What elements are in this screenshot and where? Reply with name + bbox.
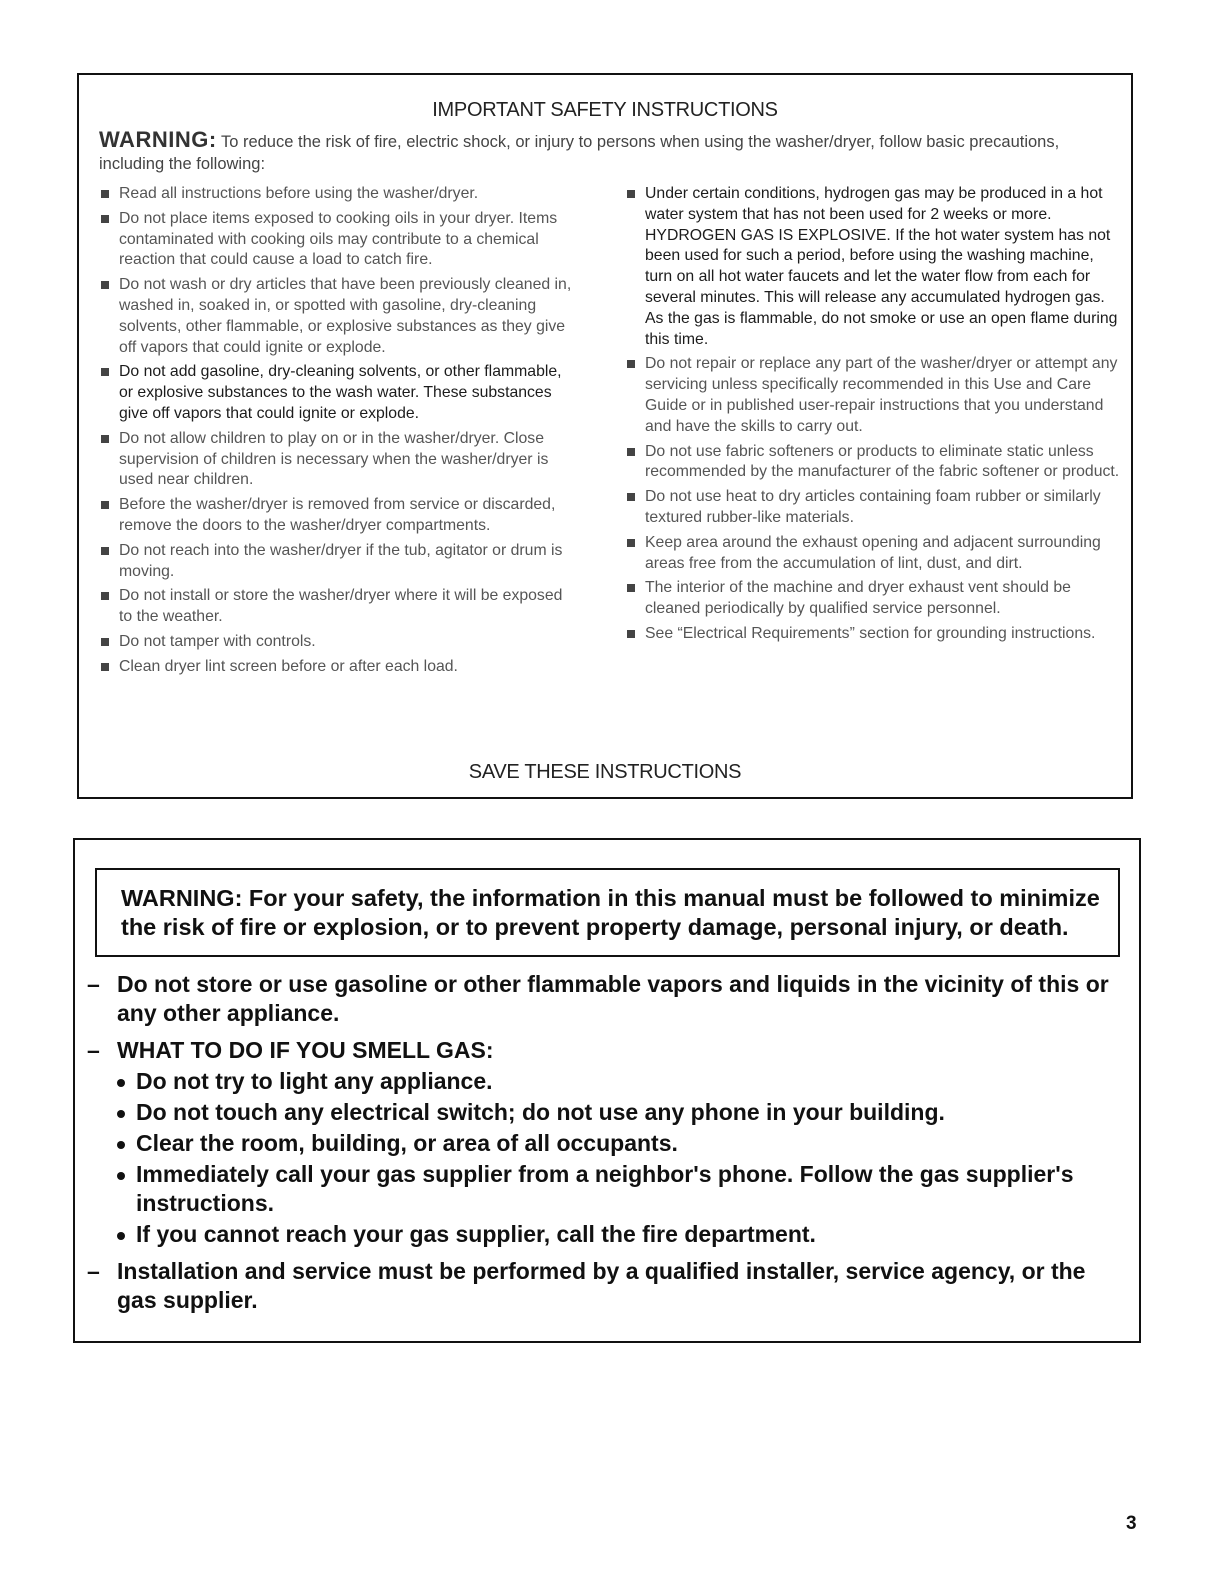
dash-item-text: Installation and service must be performed by a qualified installer, service agency, or the gas supplier. bbox=[117, 1258, 1086, 1313]
list-item bbox=[99, 275, 579, 358]
list-item-text: Do not repair or replace any part of the washer/dryer or attempt any servicing unless specifically recommended in this Use and Care Guide or in published user-repair instructions that you understand and have the skills to carry out. bbox=[645, 355, 1118, 435]
gas-warning-box bbox=[73, 838, 1141, 1343]
list-item-text: Do not place items exposed to cooking oils in your dryer. Items contaminated with cooking oils may contribute to a chemical reaction that could cause a load to catch fire. bbox=[119, 209, 558, 269]
sub-list-item-text: Do not touch any electrical switch; do not use any phone in your building. bbox=[136, 1099, 945, 1125]
list-item-text: Clean dryer lint screen before or after each load. bbox=[119, 657, 458, 675]
dash-icon: – bbox=[87, 1258, 100, 1284]
gas-warning-list bbox=[87, 970, 1127, 1323]
dash-item bbox=[87, 1036, 1127, 1065]
left-column bbox=[99, 184, 579, 682]
round-bullet-icon bbox=[117, 1232, 125, 1240]
save-instructions-heading: SAVE THESE INSTRUCTIONS bbox=[468, 761, 742, 783]
warning-word: WARNING: bbox=[99, 127, 217, 152]
square-bullet-icon bbox=[627, 360, 635, 368]
sub-list-item-text: If you cannot reach your gas supplier, call the fire department. bbox=[136, 1221, 816, 1247]
page-number: 3 bbox=[1126, 1513, 1137, 1534]
dash-item bbox=[87, 970, 1127, 1028]
square-bullet-icon bbox=[101, 663, 109, 671]
list-item-text: Keep area around the exhaust opening and adjacent surrounding areas free from the accumulation of lint, dust, and dirt. bbox=[645, 533, 1101, 572]
square-bullet-icon bbox=[101, 190, 109, 198]
square-bullet-icon bbox=[101, 368, 109, 376]
list-item bbox=[99, 429, 579, 491]
list-item-text: Do not use heat to dry articles containing foam rubber or similarly textured rubber-like materials. bbox=[645, 488, 1101, 526]
sub-list-item-text: Immediately call your gas supplier from a neighbor's phone. Follow the gas supplier's instructions. bbox=[136, 1161, 1074, 1216]
square-bullet-icon bbox=[101, 435, 109, 443]
list-item-text: Under certain conditions, hydrogen gas may be produced in a hot water system that has not been used for 2 weeks or more. HYDROGEN GAS IS EXPLOSIVE. If the hot water system has not been used for such a period, before using the washing machine, turn on all hot water faucets and let the water flow from each for several minutes. This will release any accumulated hydrogen gas. As the gas is flammable, do not smoke or use an open flame during this time. bbox=[645, 185, 1118, 348]
round-bullet-icon bbox=[117, 1172, 125, 1180]
sub-list-item-text: Do not try to light any appliance. bbox=[136, 1068, 493, 1094]
round-bullet-icon bbox=[117, 1141, 125, 1149]
list-item-text: Read all instructions before using the washer/dryer. bbox=[119, 185, 479, 202]
round-bullet-icon bbox=[117, 1110, 125, 1118]
square-bullet-icon bbox=[627, 539, 635, 547]
list-item-text: Do not reach into the washer/dryer if the tub, agitator or drum is moving. bbox=[119, 541, 563, 580]
dash-item-text: Do not store or use gasoline or other flammable vapors and liquids in the vicinity of this or any other appliance. bbox=[117, 971, 1109, 1026]
square-bullet-icon bbox=[101, 547, 109, 555]
sub-list-item bbox=[87, 1098, 1127, 1127]
square-bullet-icon bbox=[627, 630, 635, 638]
sub-list-item bbox=[87, 1220, 1127, 1249]
square-bullet-icon bbox=[627, 448, 635, 456]
list-item bbox=[99, 632, 579, 653]
sub-list-item bbox=[87, 1160, 1127, 1218]
sub-list-item-text: Clear the room, building, or area of all occupants. bbox=[136, 1130, 678, 1156]
sub-list-item bbox=[87, 1067, 1127, 1096]
square-bullet-icon bbox=[627, 190, 635, 198]
dash-icon: – bbox=[87, 1037, 100, 1063]
list-item bbox=[625, 442, 1120, 484]
dash-item-text: WHAT TO DO IF YOU SMELL GAS: bbox=[117, 1037, 494, 1063]
list-item-text: Do not allow children to play on or in the washer/dryer. Close supervision of children is necessary when the washer/dryer is used near children. bbox=[119, 429, 549, 489]
list-item bbox=[99, 541, 579, 583]
list-item bbox=[625, 354, 1120, 437]
list-item-text: The interior of the machine and dryer exhaust vent should be cleaned periodically by qualified service personnel. bbox=[645, 579, 1071, 618]
list-item-text: Before the washer/dryer is removed from service or discarded, remove the doors to the washer/dryer compartments. bbox=[119, 496, 556, 534]
list-item-text: Do not wash or dry articles that have been previously cleaned in, washed in, soaked in, or spotted with gasoline, dry-cleaning solvents, other flammable, or explosive substances as they give off vapors that could ignite or explode. bbox=[119, 276, 572, 356]
warning-intro bbox=[99, 129, 1071, 175]
list-item bbox=[625, 487, 1120, 529]
list-item bbox=[99, 362, 579, 424]
square-bullet-icon bbox=[627, 584, 635, 592]
square-bullet-icon bbox=[101, 592, 109, 600]
list-item bbox=[625, 624, 1120, 645]
dash-icon: – bbox=[87, 971, 100, 997]
warning-intro-text: To reduce the risk of fire, electric shock, or injury to persons when using the washer/dryer, follow basic precautions, including the following: bbox=[99, 133, 1060, 173]
gas-warning-headline: WARNING: For your safety, the information in this manual must be followed to minimize the risk of fire or explosion, or to prevent property damage, personal injury, or death. bbox=[95, 868, 1120, 957]
list-item-text: Do not install or store the washer/dryer where it will be exposed to the weather. bbox=[119, 587, 563, 626]
square-bullet-icon bbox=[101, 215, 109, 223]
safety-title: IMPORTANT SAFETY INSTRUCTIONS bbox=[432, 99, 778, 121]
square-bullet-icon bbox=[101, 501, 109, 509]
sub-list-item bbox=[87, 1129, 1127, 1158]
list-item-text: Do not add gasoline, dry-cleaning solvents, or other flammable, or explosive substances to the wash water. These substances give off vapors that could ignite or explode. bbox=[119, 363, 562, 422]
square-bullet-icon bbox=[627, 493, 635, 501]
list-item bbox=[625, 578, 1120, 620]
square-bullet-icon bbox=[101, 638, 109, 646]
dash-item bbox=[87, 1257, 1127, 1315]
list-item bbox=[99, 209, 579, 271]
list-item bbox=[625, 533, 1120, 575]
list-item bbox=[99, 657, 579, 678]
list-item bbox=[99, 184, 579, 205]
list-item bbox=[625, 184, 1120, 350]
list-item-text: See “Electrical Requirements” section for grounding instructions. bbox=[645, 624, 1096, 642]
list-item-text: Do not use fabric softeners or products to eliminate static unless recommended by the manufacturer of the fabric softener or product. bbox=[645, 442, 1120, 481]
round-bullet-icon bbox=[117, 1079, 125, 1087]
safety-instructions-box bbox=[77, 73, 1133, 799]
right-column bbox=[625, 184, 1120, 649]
list-item bbox=[99, 495, 579, 537]
list-item bbox=[99, 586, 579, 628]
list-item-text: Do not tamper with controls. bbox=[119, 632, 316, 650]
square-bullet-icon bbox=[101, 281, 109, 289]
